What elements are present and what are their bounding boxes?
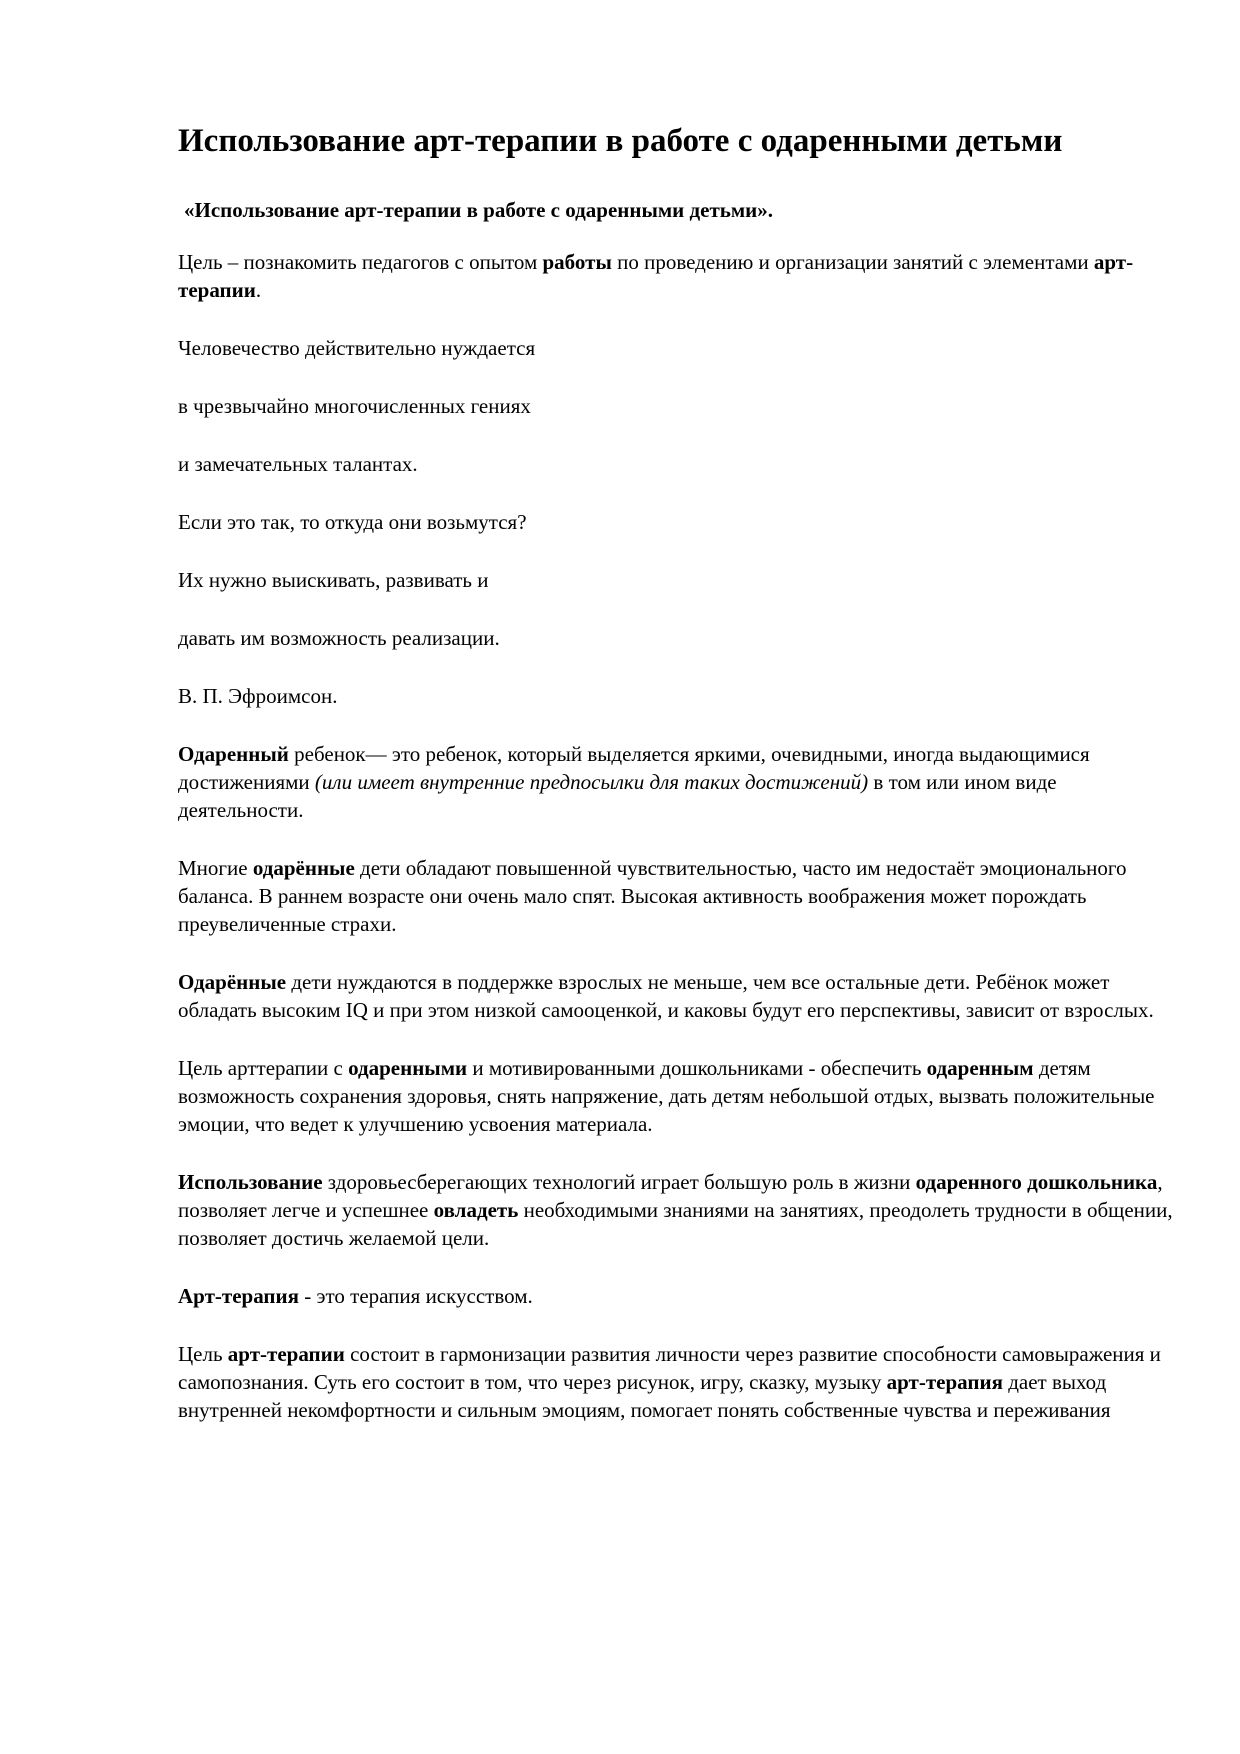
text: необходимыми знаниями на занятиях, преодолеть трудности в общении, позволяет достичь желаемой цели.	[178, 1198, 1173, 1250]
text: здоровьесберегающих технологий играет большую роль в жизни	[322, 1170, 916, 1194]
document-subtitle: «Использование арт-терапии в работе с одаренными детьми».	[184, 198, 774, 222]
epigraph-line: в чрезвычайно многочисленных гениях	[178, 394, 531, 418]
bold-text: одарённые	[252, 856, 355, 880]
text: Многие	[178, 856, 253, 880]
text: в том или ином виде деятельности.	[178, 770, 1057, 822]
epigraph-line: Если это так, то откуда они возьмутся?	[178, 510, 527, 534]
bold-text: Использование	[178, 1170, 323, 1194]
text: детям возможность сохранения здоровья, снять напряжение, дать детям небольшой отдых, вызвать положительные эмоции, что ведет к улучшению усвоения материала.	[178, 1056, 1155, 1136]
bold-text: овладеть	[433, 1198, 519, 1222]
text: дети нуждаются в поддержке взрослых не меньше, чем все остальные дети. Ребёнок может обладать высоким IQ и при этом низкой самооценкой, и каковы будут его перспективы, зависит от взрослых.	[178, 970, 1154, 1022]
bold-text: одаренного дошкольника	[915, 1170, 1158, 1194]
text: - это терапия искусством.	[298, 1284, 533, 1308]
text: по проведению и организации занятий с элементами	[611, 250, 1094, 274]
text: состоит в гармонизации развития личности через развитие способности самовыражения и самопознания. Суть его состоит в том, что через рисунок, игру, сказку, музыку	[178, 1342, 1161, 1394]
paragraph-art-therapy-goal	[178, 1054, 1178, 1138]
bold-text: арт-терапии	[227, 1342, 345, 1366]
paragraph-art-therapy-purpose	[178, 1340, 1178, 1424]
document-page	[178, 120, 1178, 1454]
epigraph-author: В. П. Эфроимсон.	[178, 684, 338, 708]
bold-text: Арт-терапия	[178, 1284, 299, 1308]
bold-text: арт-терапия	[886, 1370, 1003, 1394]
paragraph-sensitivity	[178, 854, 1178, 938]
epigraph-line: и замечательных талантах.	[178, 452, 418, 476]
epigraph-line: давать им возможность реализации.	[178, 626, 500, 650]
bold-text: одаренным	[926, 1056, 1034, 1080]
text: Цель арттерапии с	[178, 1056, 349, 1080]
bold-text: работы	[542, 250, 612, 274]
paragraph-support	[178, 968, 1178, 1024]
text: дети обладают повышенной чувствительностью, часто им недостаёт эмоционального баланса. В раннем возрасте они очень мало спят. Высокая активность воображения может порождать преувеличенные страхи.	[178, 856, 1127, 936]
goal-paragraph	[178, 248, 1178, 304]
paragraph-health-technologies	[178, 1168, 1178, 1252]
epigraph-line: Их нужно выискивать, развивать и	[178, 568, 489, 592]
epigraph-line: Человечество действительно нуждается	[178, 336, 536, 360]
bold-text: одаренными	[348, 1056, 468, 1080]
text: , позволяет легче и успешнее	[178, 1170, 1163, 1222]
bold-text: Одаренный	[178, 742, 289, 766]
text: дает выход внутренней некомфортности и сильным эмоциям, помогает понять собственные чувства и переживания	[178, 1370, 1111, 1422]
document-title: Использование арт-терапии в работе с одаренными детьми	[178, 123, 1063, 159]
text: Цель	[178, 1342, 228, 1366]
bold-text: Одарённые	[178, 970, 287, 994]
bold-text: арт-терапии	[178, 250, 1134, 302]
paragraph-art-therapy-definition	[178, 1282, 1178, 1310]
text: и мотивированными дошкольниками - обеспечить	[467, 1056, 927, 1080]
text: ребенок— это ребенок, который выделяется яркими, очевидными, иногда выдающимися достижениями	[178, 742, 1090, 794]
paragraph-gifted-definition	[178, 740, 1178, 824]
italic-text: (или имеет внутренние предпосылки для таких достижений)	[314, 770, 869, 794]
text: .	[255, 278, 262, 302]
text: Цель – познакомить педагогов с опытом	[178, 250, 543, 274]
